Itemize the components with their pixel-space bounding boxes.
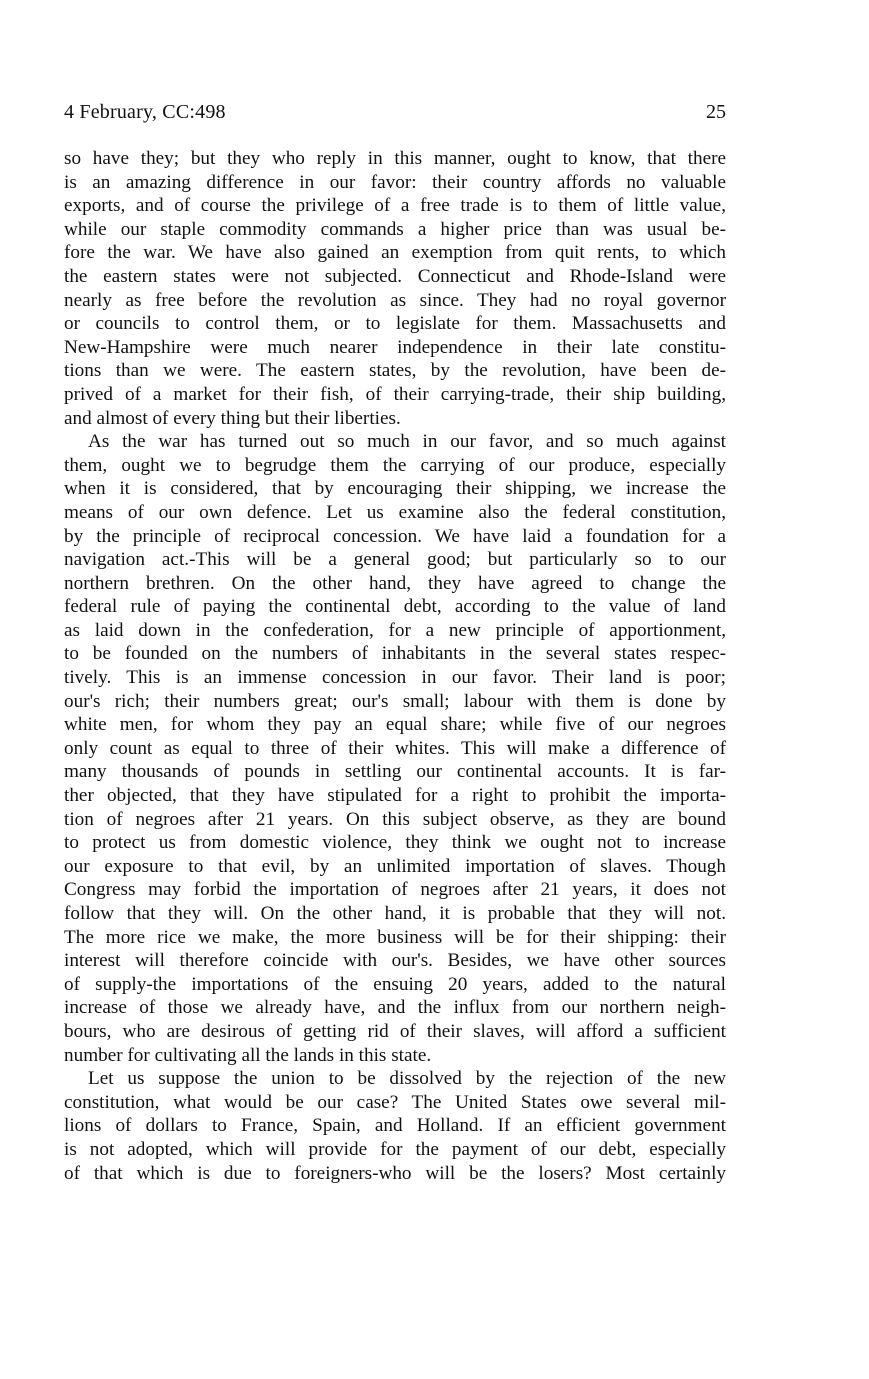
text-line: of that which is due to foreigners-who will be the losers? Most certainly [64,1162,726,1184]
text-line: while our staple commodity commands a higher price than was usual be- [64,218,726,240]
text-line: is not adopted, which will provide for the payment of our debt, especially [64,1138,726,1160]
text-line: by the principle of reciprocal concession. We have laid a foundation for a [64,525,726,547]
paragraph-first-line: As the war has turned out so much in our favor, and so much against [88,431,726,453]
text-line: federal rule of paying the continental debt, according to the value of land [64,596,726,618]
text-line: to protect us from domestic violence, they think we ought not to increase [64,832,726,854]
text-line: prived of a market for their fish, of their carrying-trade, their ship building, [64,383,726,405]
running-head [64,98,726,126]
text-line: many thousands of pounds in settling our continental accounts. It is far- [64,761,726,783]
text-line: of supply-the importations of the ensuing 20 years, added to the natural [64,973,726,995]
text-line: only count as equal to three of their whites. This will make a difference of [64,737,726,759]
text-line: exports, and of course the privilege of a free trade is to them of little value, [64,195,726,217]
text-line: increase of those we already have, and the influx from our northern neigh- [64,997,726,1019]
text-line: the eastern states were not subjected. Connecticut and Rhode-Island were [64,265,726,287]
text-line: them, ought we to begrudge them the carrying of our produce, especially [64,454,726,476]
text-line: our's rich; their numbers great; our's small; labour with them is done by [64,690,726,712]
text-line: navigation act.-This will be a general good; but particularly so to our [64,549,726,571]
text-line: to be founded on the numbers of inhabitants in the several states respec- [64,643,726,665]
text-line: is an amazing difference in our favor: their country affords no valuable [64,171,726,193]
text-line: lions of dollars to France, Spain, and Holland. If an efficient government [64,1115,726,1137]
page-number: 25 [706,101,726,123]
text-line: when it is considered, that by encouraging their shipping, we increase the [64,478,726,500]
text-line: Congress may forbid the importation of negroes after 21 years, it does not [64,879,726,901]
text-line: fore the war. We have also gained an exemption from quit rents, to which [64,242,726,264]
text-line: so have they; but they who reply in this manner, ought to know, that there [64,148,726,169]
body-text [64,147,726,1185]
text-line: New-Hampshire were much nearer independence in their late constitu- [64,336,726,358]
text-line: tively. This is an immense concession in our favor. Their land is poor; [64,667,726,689]
text-line: means of our own defence. Let us examine also the federal constitution, [64,501,726,523]
text-line: The more rice we make, the more business will be for their shipping: their [64,926,726,948]
text-line: ther objected, that they have stipulated for a right to prohibit the importa- [64,785,726,807]
text-line: interest will therefore coincide with our's. Besides, we have other sources [64,950,726,972]
text-line: white men, for whom they pay an equal share; while five of our negroes [64,714,726,736]
text-line: follow that they will. On the other hand, it is probable that they will not. [64,903,726,924]
text-line: constitution, what would be our case? The United States owe several mil- [64,1091,726,1113]
text-line: and almost of every thing but their liberties. [64,407,401,429]
text-line: number for cultivating all the lands in this state. [64,1044,432,1066]
text-line: nearly as free before the revolution as since. They had no royal governor [64,289,726,311]
text-line: bours, who are desirous of getting rid of their slaves, will afford a sufficient [64,1020,726,1042]
running-head-title: 4 February, CC:498 [64,101,226,123]
paragraph-first-line: Let us suppose the union to be dissolved by the rejection of the new [88,1068,726,1090]
text-line: or councils to control them, or to legislate for them. Massachusetts and [64,313,726,335]
text-line: our exposure to that evil, by an unlimited importation of slaves. Though [64,855,726,877]
text-line: tions than we were. The eastern states, by the revolution, have been de- [64,360,726,382]
text-line: tion of negroes after 21 years. On this subject observe, as they are bound [64,808,726,830]
text-line: as laid down in the confederation, for a new principle of apportionment, [64,619,726,641]
text-line: northern brethren. On the other hand, they have agreed to change the [64,572,726,594]
